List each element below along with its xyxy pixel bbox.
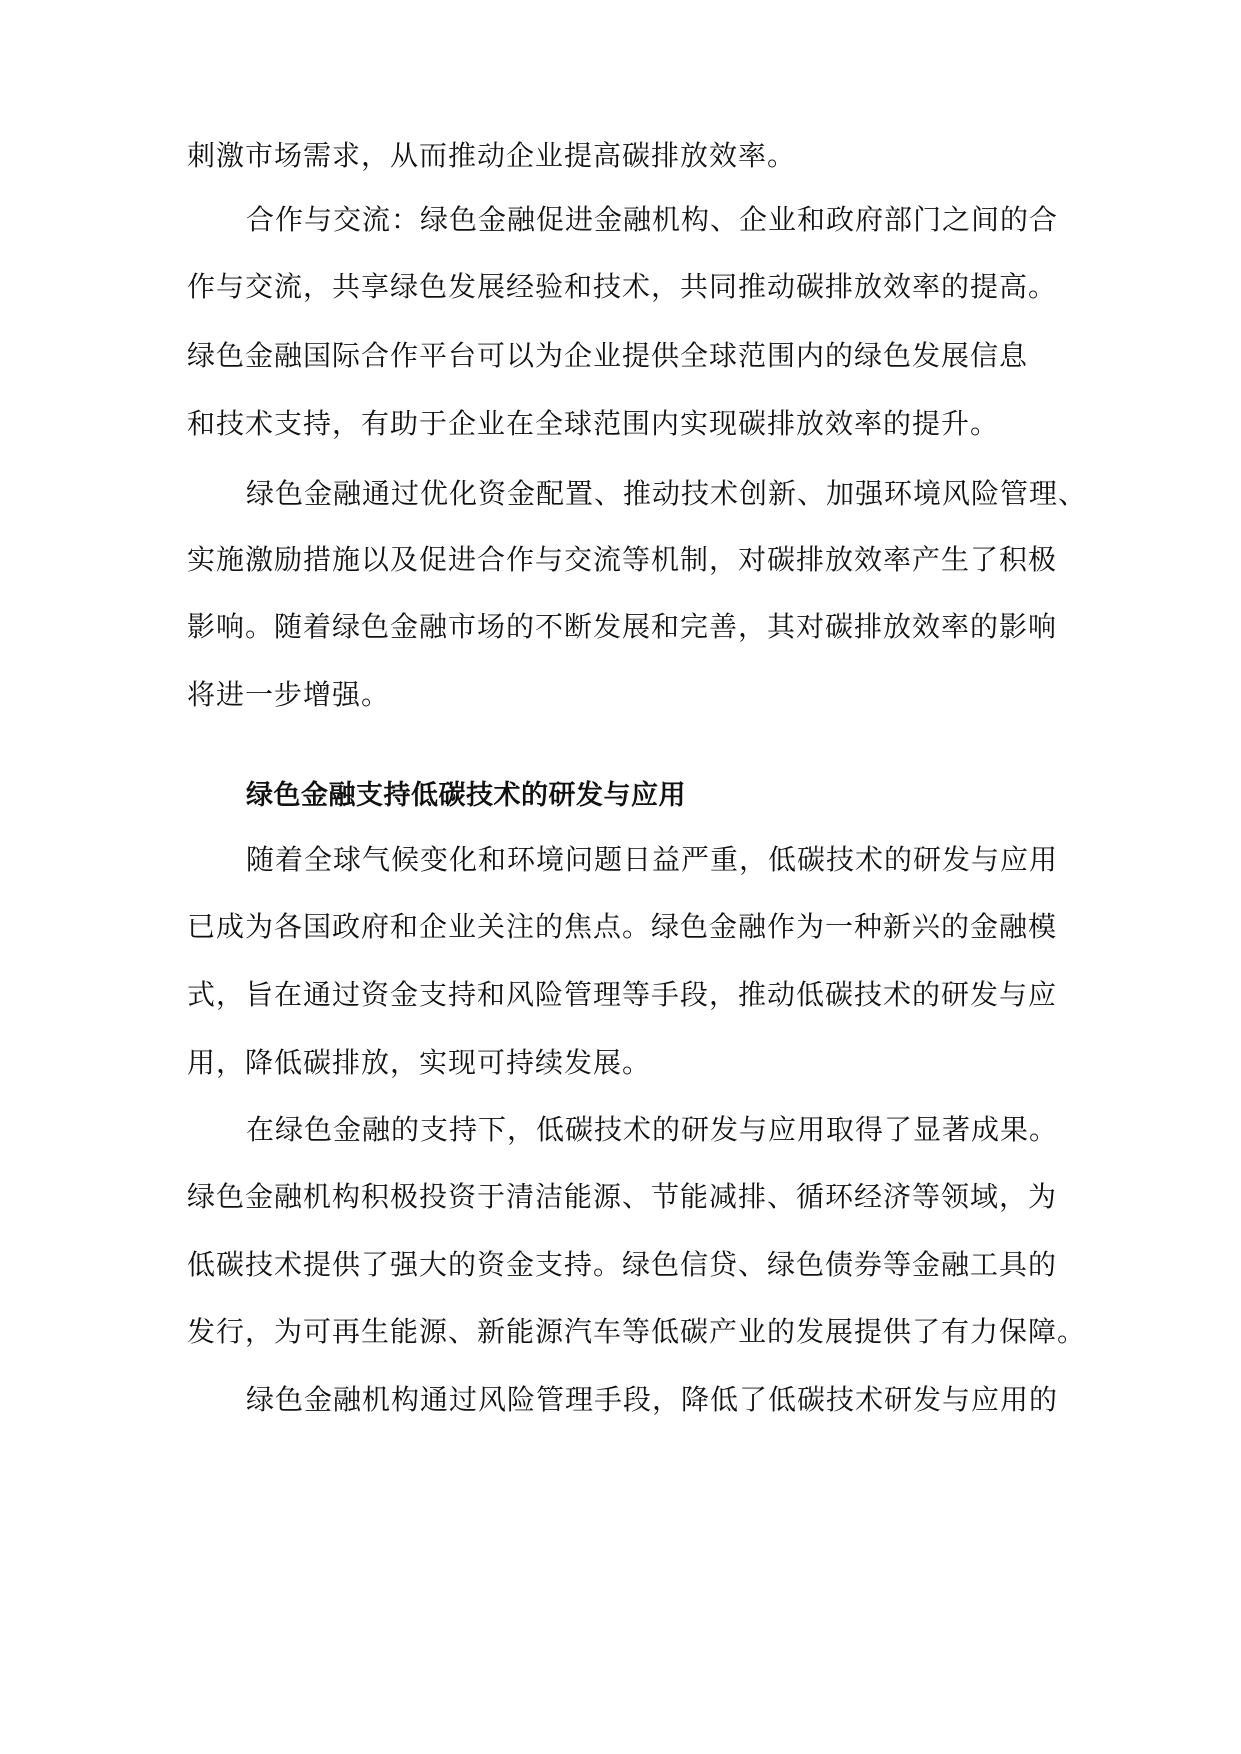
text-line: 随着全球气候变化和环境问题日益严重，低碳技术的研发与应用	[246, 843, 1059, 876]
text-line: 在绿色金融的支持下，低碳技术的研发与应用取得了显著成果。	[246, 1113, 1059, 1146]
text-line: 低碳技术提供了强大的资金支持。绿色信贷、绿色债券等金融工具的	[187, 1248, 1058, 1281]
text-line: 实施激励措施以及促进合作与交流等机制，对碳排放效率产生了积极	[187, 543, 1058, 576]
text-line: 合作与交流：绿色金融促进金融机构、企业和政府部门之间的合	[246, 203, 1059, 236]
text-line: 影响。随着绿色金融市场的不断发展和完善，其对碳排放效率的影响	[187, 610, 1058, 643]
text-line: 作与交流，共享绿色发展经验和技术，共同推动碳排放效率的提高。	[187, 270, 1058, 303]
text-line: 绿色金融机构通过风险管理手段，降低了低碳技术研发与应用的	[246, 1383, 1059, 1416]
text-line: 绿色金融机构积极投资于清洁能源、节能减排、循环经济等领域，为	[187, 1180, 1058, 1213]
text-line: 绿色金融国际合作平台可以为企业提供全球范围内的绿色发展信息	[187, 339, 1029, 372]
section-heading: 绿色金融支持低碳技术的研发与应用	[246, 780, 686, 811]
text-line: 和技术支持，有助于企业在全球范围内实现碳排放效率的提升。	[187, 407, 1000, 440]
text-line: 式，旨在通过资金支持和风险管理等手段，推动低碳技术的研发与应	[187, 978, 1058, 1011]
text-line: 用，降低碳排放，实现可持续发展。	[187, 1046, 652, 1079]
text-line: 已成为各国政府和企业关注的焦点。绿色金融作为一种新兴的金融模	[187, 910, 1058, 943]
text-line: 刺激市场需求，从而推动企业提高碳排放效率。	[187, 139, 797, 172]
text-line: 将进一步增强。	[187, 678, 391, 711]
text-line: 绿色金融通过优化资金配置、推动技术创新、加强环境风险管理、	[246, 477, 1088, 510]
text-line: 发行，为可再生能源、新能源汽车等低碳产业的发展提供了有力保障。	[187, 1315, 1087, 1348]
